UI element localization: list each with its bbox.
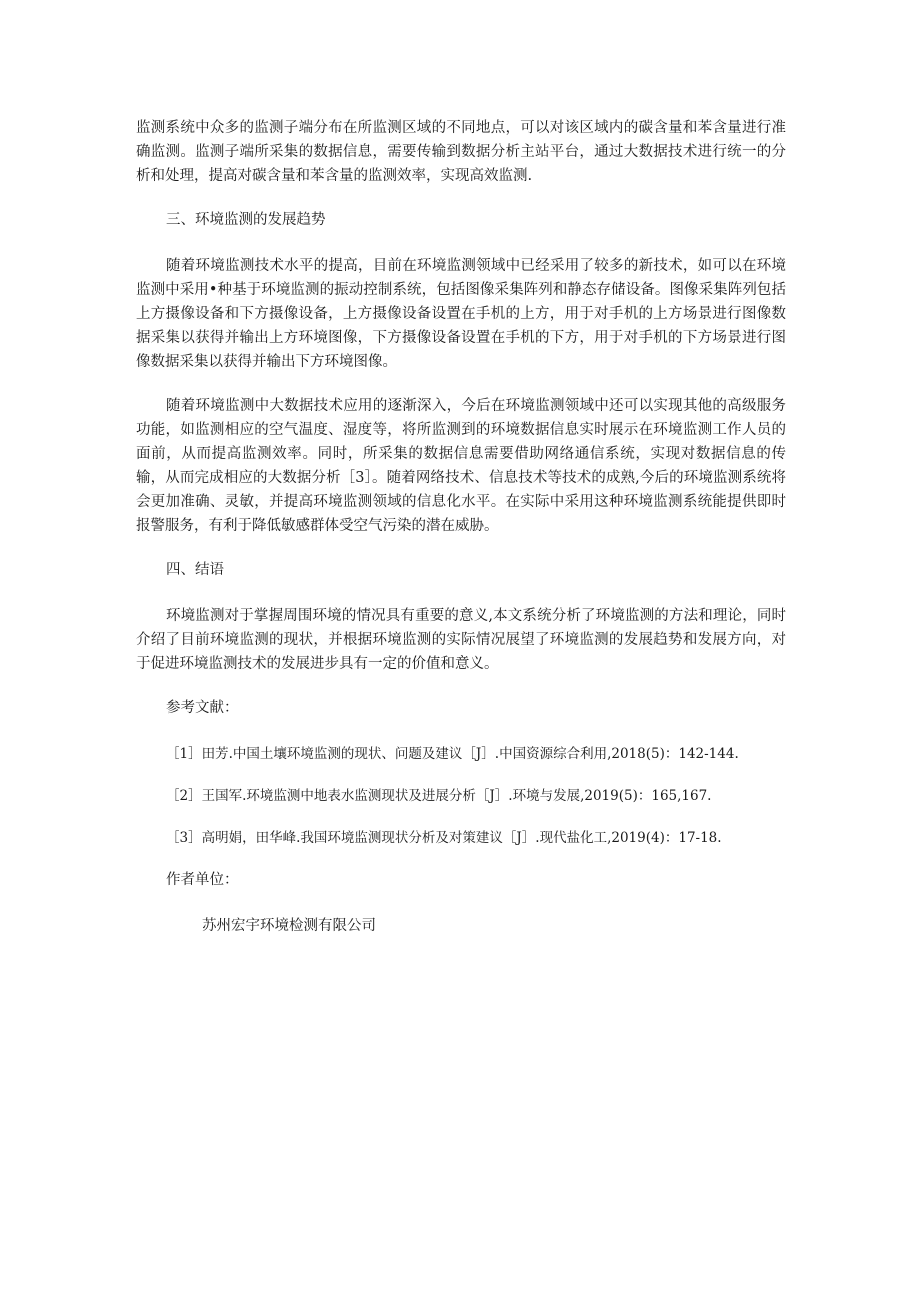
paragraph-new-technology: 随着环境监测技术水平的提高，目前在环境监测领域中已经采用了较多的新技术，如可以在环境监测中采用•种基于环境监测的振动控制系统，包括图像采集阵列和静态存储设备。图像采集阵列包括上方摄像设备和下方摄像设备，上方摄像设备设置在手机的上方，用于对手机的上方场景进行图像数据采集以获得并输出上方环境图像，下方摄像设备设置在手机的下方，用于对手机的下方场景进行图像数据采集以获得并输出下方环境图像。	[136, 258, 786, 370]
section-heading-conclusion: 四、结语	[166, 562, 224, 578]
paragraph-conclusion: 环境监测对于掌握周围环境的情况具有重要的意义,本文系统分析了环境监测的方法和理论，同时介绍了目前环境监测的现状，并根据环境监测的实际情况展望了环境监测的发展趋势和发展方向，对于促进环境监测技术的发展进步具有一定的价值和意义。	[136, 608, 786, 672]
paragraph-monitoring-system: 监测系统中众多的监测子端分布在所监测区域的不同地点，可以对该区域内的碳含量和苯含量进行准确监测。监测子端所采集的数据信息，需要传输到数据分析主站平台，通过大数据技术进行统一的分析和处理，提高对碳含量和苯含量的监测效率，实现高效监测.	[136, 120, 786, 184]
reference-item-3: ［3］高明娟，田华峰.我国环境监测现状分析及对策建议［J］.现代盐化工,2019(4)：17-18.	[166, 830, 722, 846]
paragraph-big-data: 随着环境监测中大数据技术应用的逐渐深入，今后在环境监测领域中还可以实现其他的高级服务功能，如监测相应的空气温度、湿度等，将所监测到的环境数据信息实时展示在环境监测工作人员的面前，从而提高监测效率。同时，所采集的数据信息需要借助网络通信系统，实现对数据信息的传输，从而完成相应的大数据分析［3］。随着网络技术、信息技术等技术的成熟,今后的环境监测系统将会更加准确、灵敏，并提高环境监测领域的信息化水平。在实际中采用这种环境监测系统能提供即时报警服务，有利于降低敏感群体受空气污染的潜在威胁。	[136, 398, 786, 534]
author-unit-name: 苏州宏宇环境检测有限公司	[202, 918, 376, 934]
author-unit-label: 作者单位：	[166, 872, 239, 888]
reference-item-2: ［2］王国军.环境监测中地表水监测现状及进展分析［J］.环境与发展,2019(5)：165,167.	[166, 788, 712, 804]
section-heading-trends: 三、环境监测的发展趋势	[166, 212, 326, 228]
references-title: 参考文献：	[166, 700, 239, 716]
reference-item-1: ［1］田芳.中国土壤环境监测的现状、问题及建议［J］.中国资源综合利用,2018(5)：142-144.	[166, 746, 739, 762]
document-page	[136, 116, 786, 938]
